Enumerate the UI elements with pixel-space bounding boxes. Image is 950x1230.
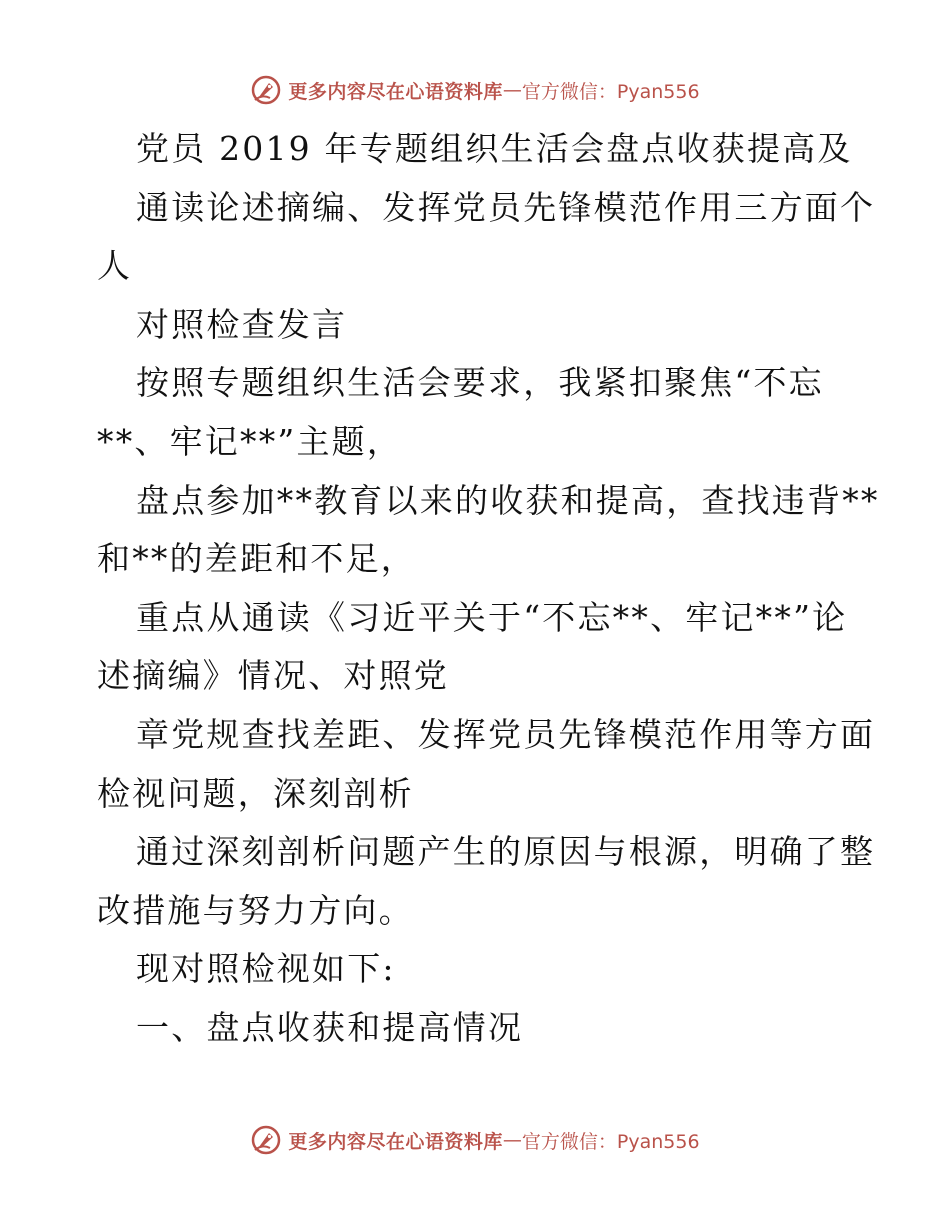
watermark-text: 更多内容尽在心语资料库 bbox=[288, 1130, 503, 1153]
watermark-separator: — bbox=[502, 1129, 522, 1151]
title-line-3: 人 bbox=[97, 246, 133, 286]
paragraph-line: 盘点参加**教育以来的收获和提高，查找违背** bbox=[136, 480, 880, 520]
pen-nib-logo-icon bbox=[250, 74, 282, 106]
watermark-contact: 官方微信：Pyan556 bbox=[521, 1130, 700, 1153]
watermark-separator: — bbox=[502, 79, 522, 101]
paragraph-line: 述摘编》情况、对照党 bbox=[97, 656, 449, 696]
paragraph-line: 通过深刻剖析问题产生的原因与根源，明确了整 bbox=[136, 832, 876, 872]
paragraph-line: 改措施与努力方向。 bbox=[97, 890, 414, 930]
paragraph-line: 按照专题组织生活会要求，我紧扣聚焦“不忘 bbox=[136, 363, 824, 403]
title-line-1: 党员 2019 年专题组织生活会盘点收获提高及 bbox=[136, 129, 853, 168]
title-line-2: 通读论述摘编、发挥党员先锋模范作用三方面个 bbox=[136, 187, 876, 227]
paragraph-line: **、牢记**”主题， bbox=[97, 421, 403, 461]
paragraph-line: 章党规查找差距、发挥党员先锋模范作用等方面 bbox=[136, 714, 876, 754]
paragraph-line: 现对照检视如下: bbox=[136, 949, 396, 989]
pen-nib-logo-icon bbox=[250, 1124, 282, 1156]
watermark-contact: 官方微信：Pyan556 bbox=[521, 80, 700, 103]
paragraph-line: 和**的差距和不足， bbox=[97, 539, 416, 579]
paragraph-line: 重点从通读《习近平关于“不忘**、牢记**”论 bbox=[136, 597, 848, 637]
paragraph-line: 检视问题，深刻剖析 bbox=[97, 773, 414, 813]
section-heading: 一、盘点收获和提高情况 bbox=[136, 1007, 524, 1047]
title-line-4: 对照检查发言 bbox=[136, 304, 348, 344]
footer-watermark bbox=[0, 1120, 950, 1160]
header-watermark bbox=[0, 70, 950, 110]
watermark-text: 更多内容尽在心语资料库 bbox=[288, 80, 503, 103]
document-body bbox=[97, 120, 880, 1058]
